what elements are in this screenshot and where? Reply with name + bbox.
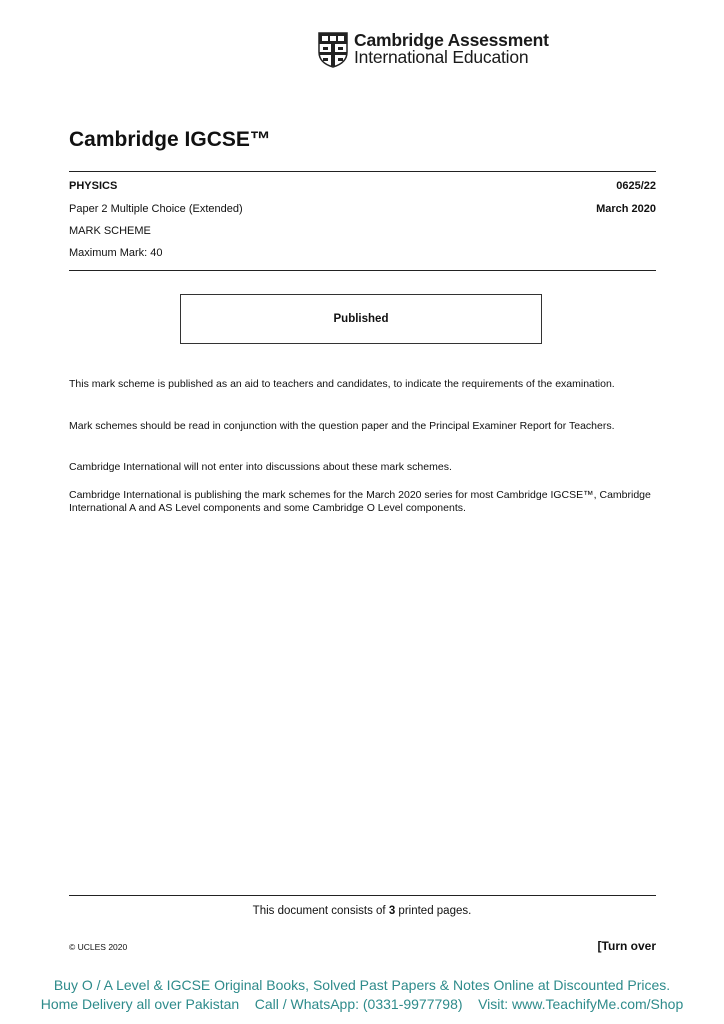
subject: PHYSICS	[69, 180, 118, 192]
published-label: Published	[333, 313, 389, 325]
promo-line-1: Buy O / A Level & IGCSE Original Books, Solved Past Papers & Notes Online at Discounted Prices.	[53, 977, 671, 993]
page-title: Cambridge IGCSE™	[69, 128, 271, 151]
maximum-mark: Maximum Mark: 40	[69, 247, 163, 259]
paragraph-purpose: This mark scheme is published as an aid to teachers and candidates, to indicate the requirements of the examination.	[69, 378, 615, 390]
page-count-prefix: This document consists of	[252, 905, 389, 917]
page-count-note	[0, 905, 724, 917]
promo-line-2: Home Delivery all over Pakistan Call / WhatsApp: (0331-9977798) Visit: www.TeachifyMe.com/Shop	[40, 996, 684, 1012]
bottom-divider	[69, 270, 656, 271]
cambridge-logo	[318, 32, 549, 70]
footer-divider	[69, 895, 656, 896]
paragraph-discussions: Cambridge International will not enter into discussions about these mark schemes.	[69, 461, 452, 473]
logo-text	[354, 32, 549, 66]
paragraph-conjunction: Mark schemes should be read in conjunction with the question paper and the Principal Examiner Report for Teachers.	[69, 420, 615, 432]
cambridge-shield-icon	[318, 32, 348, 68]
logo-line1: Cambridge Assessment	[354, 30, 549, 50]
paper-code: 0625/22	[616, 180, 656, 192]
copyright: © UCLES 2020	[69, 942, 128, 952]
top-divider	[69, 171, 656, 172]
page-count-suffix: printed pages.	[395, 905, 472, 917]
logo-line2: International Education	[354, 47, 529, 67]
page-count: 3	[388, 905, 396, 917]
paper-name: Paper 2 Multiple Choice (Extended)	[69, 203, 243, 215]
published-box	[180, 294, 542, 344]
document-type: MARK SCHEME	[69, 225, 151, 237]
turn-over: [Turn over	[597, 939, 656, 953]
paragraph-series: Cambridge International is publishing the mark schemes for the March 2020 series for most Cambridge IGCSE™, Cambridge International A and AS Level components and some Cambridge O Level components.	[69, 489, 651, 514]
session: March 2020	[596, 203, 656, 215]
